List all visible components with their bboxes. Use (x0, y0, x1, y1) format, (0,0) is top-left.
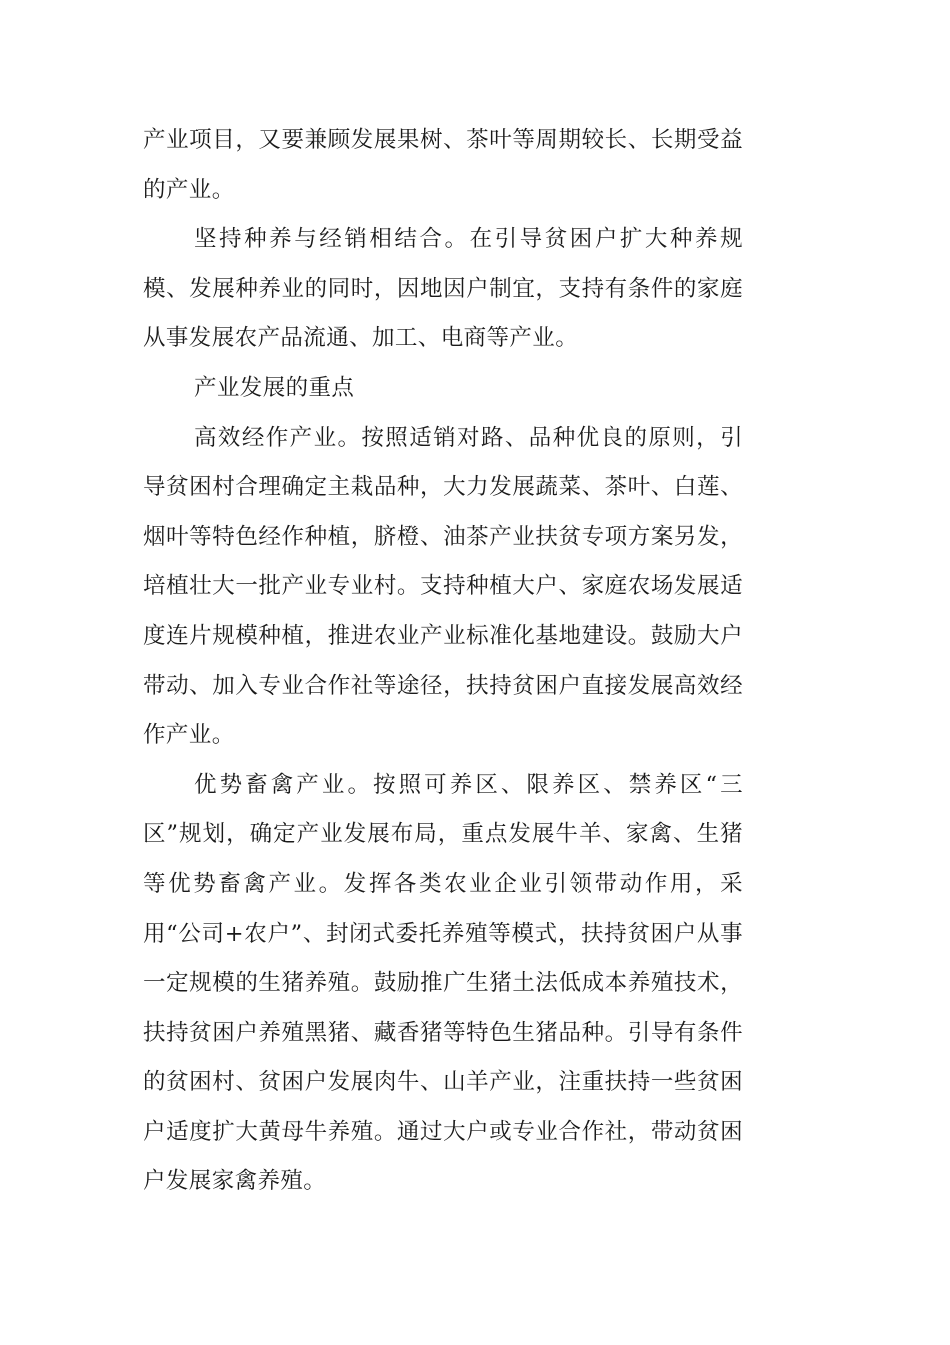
paragraph-planting-and-sales: 坚持种养与经销相结合。在引导贫困户扩大种养规模、发展种养业的同时，因地因户制宜，支持有条件的家庭从事发展农产品流通、加工、电商等产业。 (143, 226, 743, 352)
paragraph-cash-crops: 高效经作产业。按照适销对路、品种优良的原则，引导贫困村合理确定主栽品种，大力发展蔬菜、茶叶、白莲、烟叶等特色经作种植，脐橙、油茶产业扶贫专项方案另发，培植壮大一批产业专业村。支持种植大户、家庭农场发展适度连片规模种植，推进农业产业标准化基地建设。鼓励大户带动、加入专业合作社等途径，扶持贫困户直接发展高效经作产业。 (143, 424, 743, 749)
paragraph-livestock: 优势畜禽产业。按照可养区、限养区、禁养区“三区”规划，确定产业发展布局，重点发展牛羊、家禽、生猪等优势畜禽产业。发挥各类农业企业引领带动作用，采用“公司+农户”、封闭式委托养殖等模式，扶持贫困户从事一定规模的生猪养殖。鼓励推广生猪土法低成本养殖技术，扶持贫困户养殖黑猪、藏香猪等特色生猪品种。引导有条件的贫困村、贫困户发展肉牛、山羊产业，注重扶持一些贫困户适度扩大黄母牛养殖。通过大户或专业合作社，带动贫困户发展家禽养殖。 (143, 771, 743, 1195)
document-page (143, 116, 743, 1207)
section-heading: 产业发展的重点 (194, 374, 355, 401)
paragraph-continuation: 产业项目，又要兼顾发展果树、茶叶等周期较长、长期受益的产业。 (143, 127, 743, 203)
